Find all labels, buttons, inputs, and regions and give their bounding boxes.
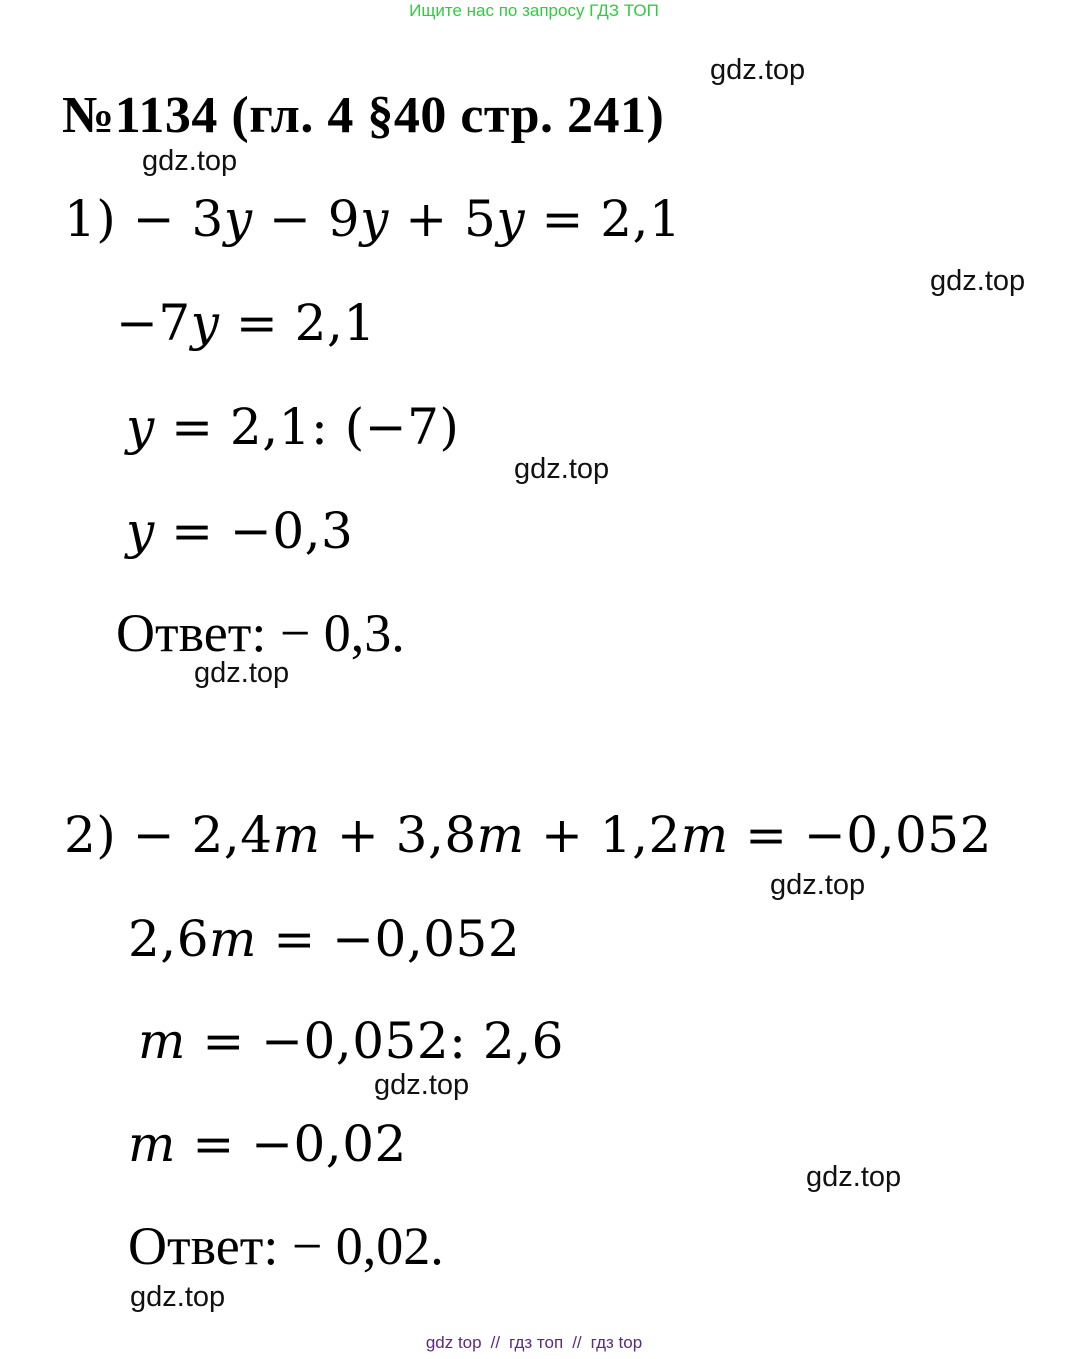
answer-line: Ответ: − 0,02. (128, 1216, 444, 1276)
equation-line: 2,6m = −0,052 (128, 910, 521, 968)
equation-line: m = −0,02 (128, 1115, 407, 1173)
equation-line: 2) − 2,4m + 3,8m + 1,2m = −0,052 (64, 806, 992, 864)
footer-separator: // (490, 1333, 501, 1352)
watermark: gdz.top (710, 54, 806, 86)
watermark: gdz.top (194, 657, 290, 689)
watermark: gdz.top (770, 869, 866, 901)
footer-link[interactable]: гдз топ (509, 1333, 564, 1352)
top-banner[interactable]: Ищите нас по запросу ГДЗ ТОП (409, 1, 659, 20)
watermark: gdz.top (374, 1069, 470, 1101)
footer-link[interactable]: гдз top (590, 1333, 643, 1352)
watermark: gdz.top (142, 145, 238, 177)
watermark: gdz.top (806, 1161, 902, 1193)
footer-link[interactable]: gdz top (425, 1333, 482, 1352)
equation-line: m = −0,052: 2,6 (138, 1012, 564, 1070)
equation-line: y = 2,1: (−7) (126, 398, 460, 456)
footer-links (0, 1333, 1068, 1353)
footer-separator: // (572, 1333, 582, 1352)
watermark: gdz.top (514, 453, 610, 485)
answer-line: Ответ: − 0,3. (116, 603, 405, 663)
watermark: gdz.top (130, 1281, 226, 1313)
equation-line: −7y = 2,1 (116, 294, 376, 352)
equation-line: 1) − 3y − 9y + 5y = 2,1 (64, 190, 682, 248)
equation-line: y = −0,3 (126, 502, 354, 560)
page-title: №1134 (гл. 4 §40 стр. 241) (62, 87, 665, 144)
watermark: gdz.top (930, 265, 1026, 297)
